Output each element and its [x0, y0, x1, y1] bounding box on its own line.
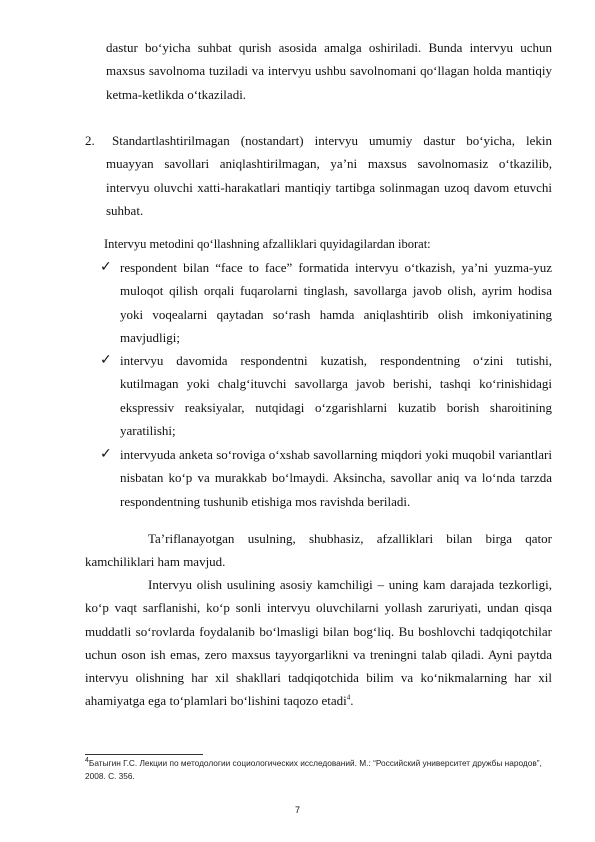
page-number: 7 [294, 805, 300, 815]
bullet-item-3: intervyuda anketa so‘roviga o‘xshab savollarning miqdori yoki muqobil variantlari nisbatan ko‘p va murakkab bo‘lmaydi. Aksincha, savollar aniq va lo‘nda tarzda respondentning tushunib etishiga mos ravishda beriladi. [120, 447, 552, 509]
footnote [85, 757, 555, 782]
footnote-number: 4 [85, 757, 89, 765]
bullet-item-1: respondent bilan “face to face” formatida intervyu o‘tkazish, ya’ni yuzma-yuz muloqot qilish orqali fuqarolarni tinglash, savollarga javob olish, ayrim hodisa yoki voqealarni qaytadan so‘rash hamda aniqlashtirib olish imkoniyatining mavjudligi; [120, 260, 552, 345]
bullet-item-2: intervyu davomida respondentni kuzatish, respondentning o‘zini tutishi, kutilmagan yoki chalg‘ituvchi savollarga javob berishi, tashqi ko‘rinishidagi ekspressiv reaksiyalar, nutqidagi o‘zgarishlarni kuzatib borish sharoitining yaratilishi; [120, 353, 552, 438]
paragraph-item1-continuation: dastur bo‘yicha suhbat qurish asosida amalga oshiriladi. Bunda intervyu uchun maxsus savolnoma tuziladi va intervyu ushbu savolnomani qo‘llagan holda mantiqiy ketma-ketlikda o‘tkaziladi. [106, 40, 552, 102]
footnote-reference[interactable]: 4 [346, 694, 351, 703]
paragraph-main-text: Intervyu olish usulining asosiy kamchiligi – uning kam darajada tezkorligi, ko‘p vaqt sarflanishi, ko‘p sonli intervyu oluvchilarni yollash zaruriyati, undan qisqa muddatli so‘rovlarda foydalanib bo‘lmasligi bilan bog‘liq. Bu boshlovchi tadqiqotchilar uchun oson ish emas, zero maxsus tayyorgarlikni va treningni talab qiladi. Ayni paytda intervyu olishning har xil shakllari tadqiqotchida bilim va ko‘nikmalarning har xil ahamiyatga ega to‘plamlari bo‘lishini taqozo etadi [85, 577, 552, 709]
footnote-text: Батыгин Г.С. Лекции по методологии социологических исследований. М.: “Российский университет дружбы народов”, 2008. С. 356. [85, 758, 542, 781]
check-mark-icon: ✓ [100, 446, 112, 462]
list-item-2-text: Standartlashtirilmagan (nostandart) intervyu umumiy dastur bo‘yicha, lekin muayyan savollari aniqlashtirilmagan, ya’ni maxsus savolnomasiz o‘tkazilib, intervyu oluvchi xatti-harakatlari mantiqiy tartibga solinmagan uzoq davom etuvchi suhbat. [106, 133, 552, 218]
paragraph-main [85, 573, 552, 713]
advantages-lead: Intervyu metodini qo‘llashning afzalliklari quyidagilardan iborat: [104, 237, 431, 251]
paragraph-main-end: . [350, 693, 354, 709]
check-mark-icon: ✓ [100, 352, 112, 368]
paragraph-shortcomings: Ta’riflanayotgan usulning, shubhasiz, afzalliklari bilan birga qator kamchiliklari ham mavjud. [85, 531, 552, 570]
check-mark-icon: ✓ [100, 259, 112, 275]
footnote-separator [85, 754, 203, 755]
list-number-2: 2. [85, 133, 95, 148]
